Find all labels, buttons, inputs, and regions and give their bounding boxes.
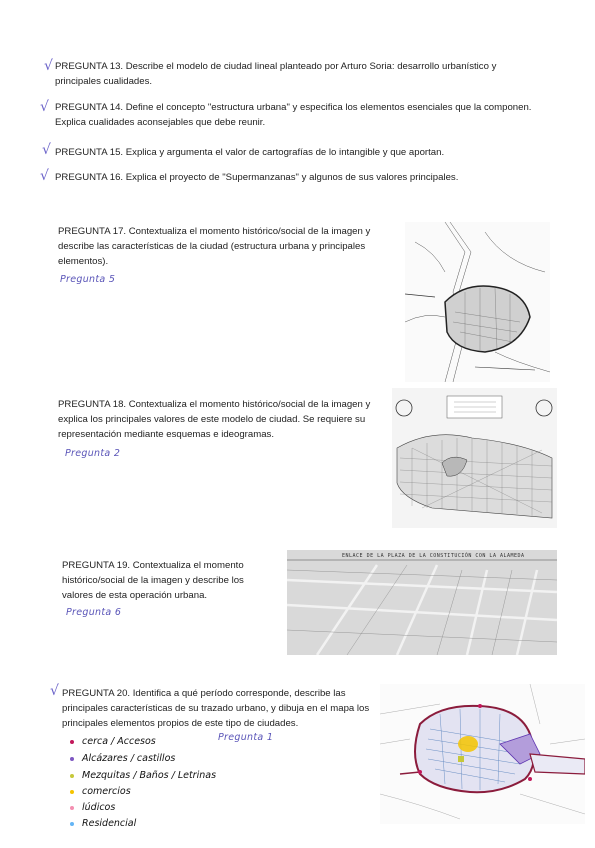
legend-dot xyxy=(70,757,74,761)
question-label: PREGUNTA 18. xyxy=(58,399,127,410)
question-label: PREGUNTA 17. xyxy=(58,226,127,237)
question-label: PREGUNTA 15. xyxy=(55,147,124,158)
question-text: histórico/social de la imagen y describe los xyxy=(62,575,244,586)
legend-label: Alcázares / castillos xyxy=(82,753,176,764)
legend-item-alcazares xyxy=(70,753,175,764)
legend-label: Residencial xyxy=(82,818,137,829)
question-text: describe las características de la ciudad (estructura urbana y principales xyxy=(58,241,366,252)
question-text: Define el concepto "estructura urbana" y especifica los elementos esenciales que la componen. xyxy=(125,102,532,113)
handwritten-note-q18: Pregunta 2 xyxy=(65,448,121,459)
historic-map-q17 xyxy=(405,222,550,382)
check-mark-q16: √ xyxy=(40,168,49,184)
question-text: representación mediante esquemas e ideogramas. xyxy=(58,429,274,440)
legend-label: cerca / Accesos xyxy=(82,736,156,747)
legend-dot xyxy=(70,774,74,778)
question-label: PREGUNTA 13. xyxy=(55,61,124,72)
question-13 xyxy=(55,59,515,89)
check-mark-q20: √ xyxy=(50,683,59,699)
question-text: principales elementos propios de este tipo de ciudades. xyxy=(62,718,299,729)
question-label: PREGUNTA 20. xyxy=(62,688,131,699)
question-label: PREGUNTA 14. xyxy=(55,102,124,113)
legend-dot xyxy=(70,740,74,744)
legend-item-residencial xyxy=(70,818,136,829)
question-text: Contextualiza el momento histórico/social de la imagen y xyxy=(128,226,371,237)
question-label: PREGUNTA 19. xyxy=(62,560,131,571)
historic-map-q20 xyxy=(380,684,585,824)
legend-item-mezquitas xyxy=(70,770,216,781)
check-mark-q13: √ xyxy=(44,58,53,74)
legend-dot xyxy=(70,822,74,826)
legend-item-comercios xyxy=(70,786,131,797)
check-mark-q15: √ xyxy=(42,142,51,158)
legend-dot xyxy=(70,806,74,810)
question-text: Contextualiza el momento histórico/social de la imagen y xyxy=(128,399,371,410)
question-text: Explica cualidades aconsejables que debe reunir. xyxy=(55,117,266,128)
check-mark-q14: √ xyxy=(40,99,49,115)
legend-label: Mezquitas / Baños / Letrinas xyxy=(82,770,217,781)
handwritten-note-q20: Pregunta 1 xyxy=(218,732,274,743)
question-17 xyxy=(58,224,388,269)
question-text: Contextualiza el momento xyxy=(132,560,244,571)
legend-dot xyxy=(70,790,74,794)
question-16 xyxy=(55,170,555,185)
question-text: elementos). xyxy=(58,256,109,267)
historic-map-q19 xyxy=(287,550,557,655)
question-text: valores de esta operación urbana. xyxy=(62,590,208,601)
question-14 xyxy=(55,100,575,130)
legend-label: comercios xyxy=(82,786,131,797)
question-15 xyxy=(55,145,555,160)
question-text: explica los principales valores de este modelo de ciudad. Se requiere su xyxy=(58,414,366,425)
question-text: Explica el proyecto de "Supermanzanas" y algunos de sus valores principales. xyxy=(125,172,459,183)
map-title: ENLACE DE LA PLAZA DE LA CONSTITUCIÓN CON LA ALAMEDA xyxy=(342,553,525,559)
question-20 xyxy=(62,686,382,731)
legend-item-ludicos xyxy=(70,802,115,813)
legend-item-cerca xyxy=(70,736,156,747)
handwritten-note-q19: Pregunta 6 xyxy=(66,607,122,618)
question-text: Identifica a qué período corresponde, describe las xyxy=(132,688,346,699)
handwritten-note-q17: Pregunta 5 xyxy=(60,274,116,285)
question-text: Describe el modelo de ciudad lineal planteado por Arturo Soria: desarrollo urbanístico y xyxy=(125,61,497,72)
question-18 xyxy=(58,397,388,442)
question-text: Explica y argumenta el valor de cartografías de lo intangible y que aportan. xyxy=(125,147,445,158)
question-text: principales cualidades. xyxy=(55,76,153,87)
question-label: PREGUNTA 16. xyxy=(55,172,124,183)
question-text: principales características de su trazado urbano, y dibuja en el mapa los xyxy=(62,703,370,714)
question-19 xyxy=(62,558,282,603)
legend-label: lúdicos xyxy=(82,802,116,813)
historic-map-q18 xyxy=(392,388,557,528)
